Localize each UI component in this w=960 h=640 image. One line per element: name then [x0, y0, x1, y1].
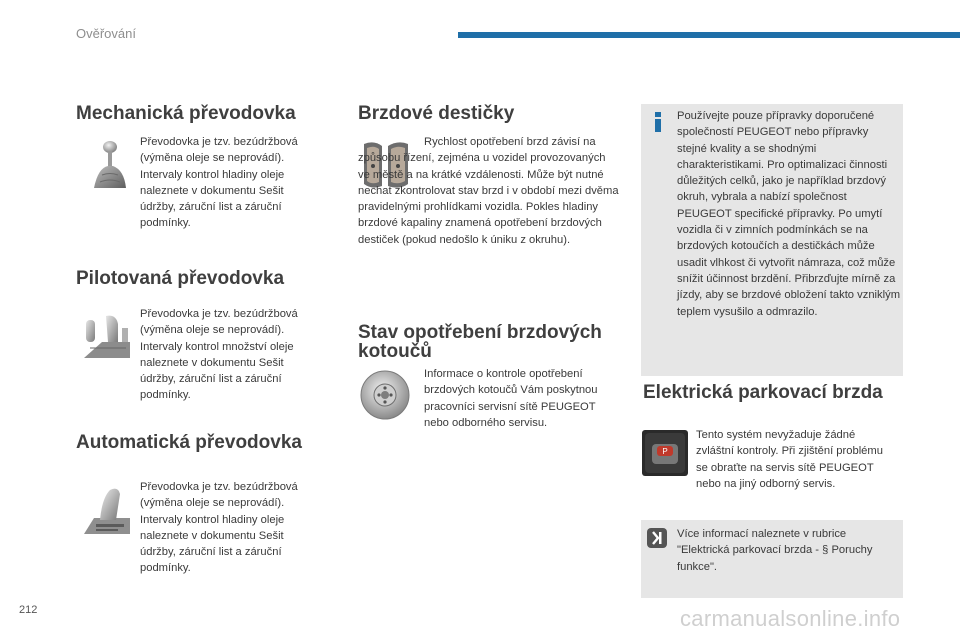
- manual-gear-lever-icon: [80, 138, 134, 192]
- header-accent-bar: [458, 32, 960, 38]
- info-text: Používejte pouze přípravky doporučené společností PEUGEOT nebo přípravky stejné kvality a se shodnými charakteristikami. Pro optimalizaci činnosti důležitých celků, jako je například brzdový okruh, vybrala a nabízí společnost PEUGEOT specifické přípravky. Po umytí vozidla či v zimních podmínkách se na brzdových kotoučích a destičkách může usadit vlhkost či vytvořit námraza, což může snížit účinnost brzdění. Přibrzďujte mírně za jízdy, aby se brzdové obložení takto vzniklým teplem vysušilo a odmrazilo.: [677, 110, 901, 318]
- brake-discs-text: Informace o kontrole opotřebení brzdových kotoučů Vám poskytnou pracovníci servisní sítě PEUGEOT nebo odborného servisu.: [424, 368, 598, 429]
- electric-parking-brake-title: Elektrická parkovací brzda: [643, 382, 883, 403]
- brake-discs-title-line-1: Stav opotřebení brzdových: [358, 322, 602, 343]
- mechanical-gearbox-title: Mechanická převodovka: [76, 103, 296, 124]
- watermark: carmanualsonline.info: [680, 606, 901, 631]
- piloted-gearbox-title: Pilotovaná převodovka: [76, 268, 285, 289]
- brake-disc-icon: [358, 368, 412, 422]
- automatic-gearbox-title: Automatická převodovka: [76, 432, 302, 453]
- automatic-gear-selector-icon: [80, 484, 134, 538]
- brake-pads-text: Rychlost opotřebení brzd závisí na způsobu řízení, zejména u vozidel provozovaných ve městě a na krátké vzdálenosti. Může být nutné nechat zkontrolovat stav brzd i v období mezi dvěma pravidelnými prohlídkami vozidla. Pokles hladiny brzdové kapaliny znamená opotřebení brzdových destiček (pokud nedošlo k úniku z okruhu).: [358, 136, 619, 246]
- page-number: 212: [19, 604, 38, 616]
- electric-parking-brake-text: Tento systém nevyžaduje žádné zvláštní kontroly. Při zjištění problému se obraťte na servis sítě PEUGEOT nebo na jiný odborný servis.: [696, 429, 883, 490]
- automatic-gearbox-text: Převodovka je tzv. bezúdržbová (výměna oleje se neprovádí). Intervaly kontrol hladiny oleje naleznete v dokumentu Sešit údržby, záruční list a záruční podmínky.: [140, 481, 298, 575]
- electric-parking-brake-icon: [642, 430, 688, 476]
- svg-text:P: P: [662, 447, 668, 456]
- brake-pads-title: Brzdové destičky: [358, 103, 515, 124]
- info-icon: [651, 112, 665, 132]
- piloted-gearbox-text: Převodovka je tzv. bezúdržbová (výměna oleje se neprovádí). Intervaly kontrol množství oleje naleznete v dokumentu Sešit údržby, záruční list a záruční podmínky.: [140, 308, 298, 402]
- page-section-title: Ověřování: [76, 26, 136, 41]
- note-text: Více informací naleznete v rubrice "Elektrická parkovací brzda - § Poruchy funkce".: [677, 528, 873, 573]
- mechanical-gearbox-text: Převodovka je tzv. bezúdržbová (výměna oleje se neprovádí). Intervaly kontrol hladiny oleje naleznete v dokumentu Sešit údržby, záruční list a záruční podmínky.: [140, 136, 298, 230]
- piloted-gear-selector-icon: [80, 312, 134, 362]
- brake-discs-title-line-2: kotoučů: [358, 341, 432, 362]
- arrow-right-icon: [647, 528, 667, 548]
